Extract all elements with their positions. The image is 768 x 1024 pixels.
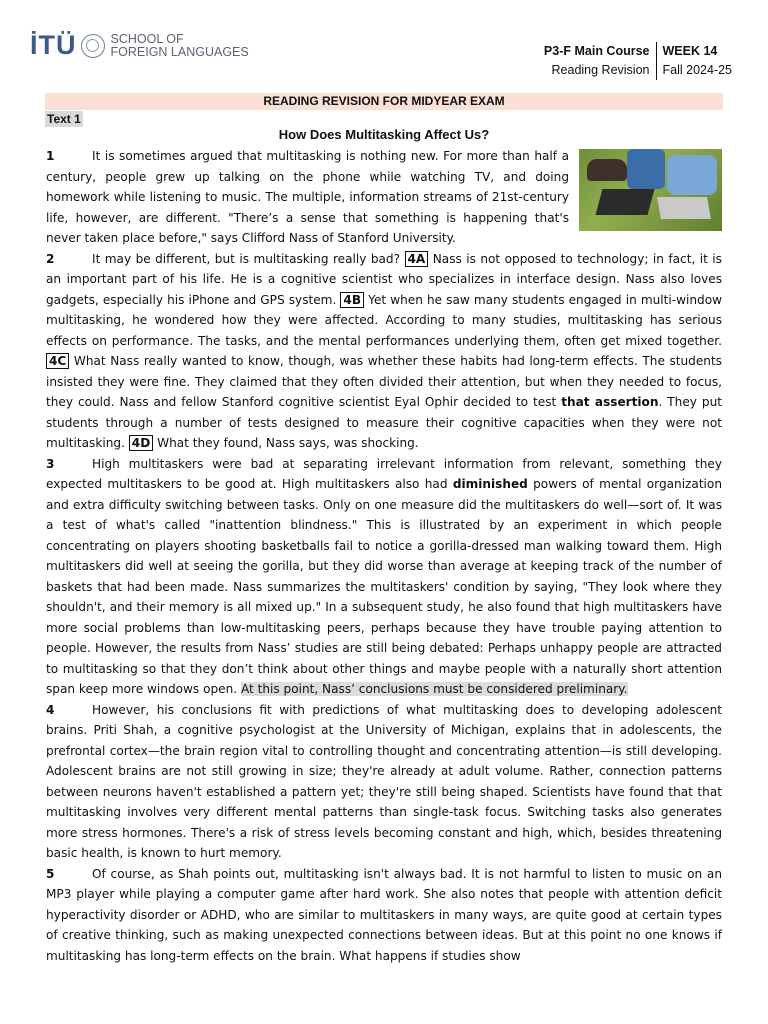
paragraph-number: 3: [46, 456, 55, 471]
paragraph-text: What Nass really wanted to know, though, was whether these habits had long-term effects. The students insisted they were fine. They claimed that they often divided their attention, but when they needed to focus, they could. Nass and fellow Stanford cognitive scientist Eyal Ophir decided to test: [46, 354, 722, 409]
course-name: P3-F Main Course: [543, 44, 650, 58]
school-logo: [30, 30, 249, 61]
paragraph-4: [46, 700, 722, 864]
paragraph-text: powers of mental organization and extra difficulty switching between tasks. Only on one measure did the multitaskers do well—sort of. It was a test of what's called "inattention blindness." This is illustrated by an experiment in which people concentrating on players shooting basketballs fail to notice a gorilla-dressed man walking toward them. High multitaskers did well at seeing the gorilla, but they did worse than average at keeping track of the number of baskets that had been made. Nass summarizes the multitaskers' condition by saying, "They look where they shouldn't, and their memory is all mixed up." In a subsequent study, he also found that high multitaskers have more social problems than low-multitasking peers, perhaps because they have trouble paying attention to people. However, the results from Nass’ studies are still being debated: Perhaps unhappy people are attracted to multitasking so that they don’t think about other things and maybe people with a naturally short attention span keep more windows open.: [46, 477, 722, 696]
school-name-line2: FOREIGN LANGUAGES: [110, 44, 249, 59]
section-banner: READING REVISION FOR MIDYEAR EXAM: [45, 93, 723, 110]
insertion-marker-4b: 4B: [340, 292, 364, 308]
paragraph-number: 2: [46, 251, 55, 266]
paragraph-text: It is sometimes argued that multitasking is nothing new. For more than half a century, people grew up talking on the phone while watching TV, and doing homework while listening to music. The multiple, information streams of 21st-century life, however, are different. "There’s a sense that something is happening that's never taken place before," says Clifford Nass of Stanford University.: [46, 149, 569, 245]
students-photo: [579, 149, 722, 231]
paragraph-number: 4: [46, 702, 55, 717]
paragraph-text: High multitaskers were bad at separating irrelevant information from relevant, something they expected multitaskers to be good at. High multitaskers also had: [46, 456, 722, 491]
paragraph-text: Nass is not opposed to technology; in fact, it is an important part of his life. He is a cognitive scientist who specializes in interface design. Nass also loves gadgets, especially his iPhone and GPS system.: [46, 251, 722, 307]
paragraph-5: [46, 864, 722, 967]
course-info-left: [544, 42, 657, 80]
article-body: [46, 146, 722, 966]
text-label: Text 1: [47, 112, 81, 126]
insertion-marker-4c: 4C: [46, 353, 69, 369]
course-subtitle: Reading Revision: [551, 63, 650, 77]
bold-word: diminished: [452, 477, 528, 491]
paragraph-text: . They put students through a number of tests designed to measure their cognitive capacities when they were not multitasking.: [46, 395, 722, 450]
paragraph-text: Of course, as Shah points out, multitasking isn't always bad. It is not harmful to listen to music on an MP3 player while playing a computer game after hard work. She also notes that people with attention deficit hyperactivity disorder or ADHD, who are similar to multitaskers in many ways, are quite good at certain types of creative thinking, such as making unexpected connections between ideas. But at this point no one knows if multitasking has long-term effects on the brain. What happens if studies show: [46, 866, 722, 963]
school-name: [111, 33, 249, 59]
course-info: [544, 42, 732, 80]
paragraph-text: It may be different, but is multitasking really bad?: [92, 251, 401, 266]
paragraph-3: [46, 454, 722, 700]
paragraph-number: 1: [46, 149, 55, 163]
university-seal-icon: [81, 34, 105, 58]
itu-logo-text: İTÜ: [30, 30, 77, 60]
paragraph-2: [46, 249, 722, 454]
course-info-right: [657, 42, 733, 80]
insertion-marker-4d: 4D: [129, 435, 153, 451]
insertion-marker-4a: 4A: [405, 251, 429, 267]
page-header: [30, 30, 738, 80]
paragraph-text: However, his conclusions fit with predictions of what multitasking does to developing adolescent brains. Priti Shah, a cognitive psychologist at the University of Michigan, explains that in adolescents, the prefrontal cortex—the brain region vital to controlling thought and concentrating attention—is still developing. Adolescent brains are not still growing in size; they're already at adult volume. Rather, connection patterns between neurons haven't established a pattern yet; they're still being shaped. Scientists have found that that multitasking involves very different mental patterns than single-task focus. Switching tasks also generates more stress hormones. There's a risk of stress levels becoming constant and high, which, besides threatening basic health, is known to hurt memory.: [46, 702, 722, 860]
paragraph-text: What they found, Nass says, was shocking.: [157, 436, 419, 450]
bold-phrase: that assertion: [561, 395, 659, 409]
article-title: How Does Multitasking Affect Us?: [278, 127, 490, 142]
highlighted-sentence: At this point, Nass’ conclusions must be considered preliminary.: [240, 682, 628, 696]
week-label: WEEK 14: [662, 44, 718, 58]
paragraph-number: 5: [46, 866, 55, 881]
term-label: Fall 2024-25: [662, 63, 732, 77]
paragraph-text: Yet when he saw many students engaged in multi-window multitasking, he wondered how they were affected. According to many studies, multitasking has serious effects on performance. The tasks, and the mental performances underlying them, often get mixed together.: [46, 292, 722, 348]
school-name-line1: SCHOOL OF: [110, 31, 184, 46]
